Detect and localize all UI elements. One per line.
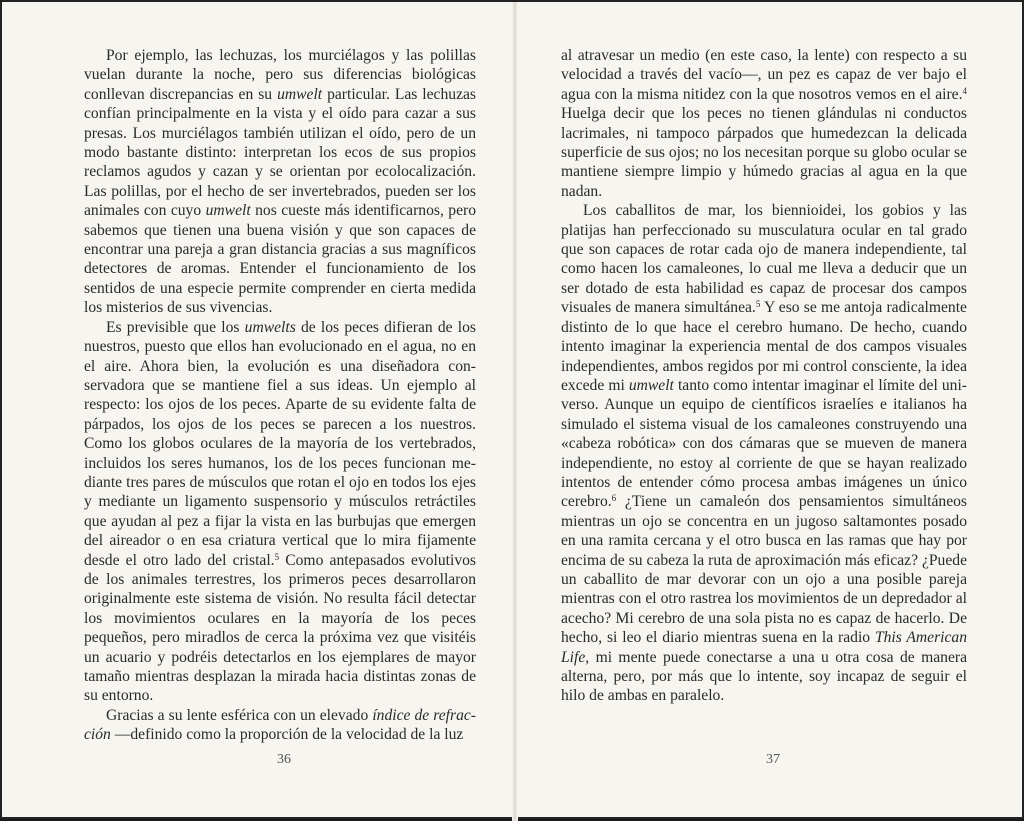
text-run: Los caballitos de mar, los biennioidei, los gobios y las platijas han perfeccionado su musculatura ocular en tal grado que son capaces de rotar cada ojo de manera independiente, tal como hacen los camaleones, lo cual me lleva a deducir que un ser dotado de esta habilidad es capaz de procesar dos campos visuales de manera simultánea. [561,202,967,317]
italic-term: This American Life [561,629,967,666]
text-run: —definido como la proporción de la velocidad de la luz [110,726,464,744]
footnote-ref: 5 [755,299,761,310]
paragraph [561,201,967,706]
text-run: , mi mente puede conectarse a una u otra cosa de manera alterna, pero, por más que lo intente, soy incapaz de seguir el hilo de ambas en paralelo. [561,648,967,705]
left-page-number: 36 [277,752,291,767]
text-run: Gracias a su lente esférica con un elevado [106,706,373,724]
text-run: particular. Las lechuzas confían principalmente en la vista y el oído para cazar a sus presas. Los murciélagos también utilizan el oído, pero de un modo bastante distinto: interpretan los ecos de sus propios reclamos agudos y cazan y se orientan por ecolocalización. Las polillas, por el hecho de ser invertebrados, pueden ser los animales con cuyo [84,85,476,220]
footnote-ref: 4 [962,85,967,96]
right-page-number: 37 [766,752,780,767]
paragraph [84,46,476,318]
text-run: ¿Tiene un camaleón dos pensamientos simultáneos mientras un ojo se concentra en un jugoso saltamontes posado en una ramita cercana y el otro busca en las ramas que hay por encima de su cabeza la ruta de aproximación más eficaz? ¿Puede un caballito de mar devorar con un ojo a una posible pareja mientras con el otro rastrea los movimientos de un depredador al acecho? Mi cerebro de una sola pista no es capaz de hacerlo. De hecho, si leo el diario mientras suena en la radio [561,493,967,647]
italic-term: umwelt [628,376,674,394]
text-run: Por ejemplo, las lechuzas, los murciélagos y las polillas vuelan durante la noche, pero sus diferencias biológicas conllevan discrepancias en su [84,47,476,103]
text-run: tanto como intentar imaginar el límite del universo. Aunque un equipo de científicos israelíes e italianos ha simulado el sistema visual de los camaleones construyendo una «cabeza robótica» con dos cámaras que se mueven de manera independiente, no estoy al corriente de que se hayan realizado intentos de entender cómo procesa ambas imágenes un único cerebro. [561,376,967,511]
italic-term: umwelts [244,318,296,336]
left-page [2,2,512,821]
left-page-text [84,46,476,745]
paragraph [84,318,476,706]
text-run: Como antepasados evolutivos de los animales terrestres, los primeros peces desarrollaron originalmente este sistema de visión. No resulta fácil detectar los movimientos oculares en la mayoría de los peces pequeños, pero miradlos de cerca la próxima vez que visitéis un acuario y podréis detectarlos en los ejemplares de mayor tamaño mientras desplazan la mirada hacia distintas zonas de su entorno. [84,551,476,705]
text-run: Huelga decir que los peces no tienen glándulas ni conductos lacrimales, ni tampoco párpados que humedezcan la delicada superficie de sus ojos; no los necesitan porque su globo ocular se mantiene siempre limpio y húmedo gracias al agua en la que nadan. [561,105,967,200]
italic-term: umwelt [277,85,323,103]
text-run: nos cueste más identificarnos, pero sabemos que tienen una buena visión y que son capaces de encontrar una pareja a gran distancia gracias a sus magníficos detectores de aromas. Entender el funcionamiento de los sentidos de una especie permite comprender en cierta medida los misterios de sus vivencias. [84,202,476,317]
paragraph [84,706,476,745]
italic-term: umwelt [205,202,251,220]
text-run: de los peces difieran de los nuestros, puesto que ellos han evolucionado en el agua, no en el aire. Ahora bien, la evolución es una diseñadora conservadora que se mantiene fiel a sus ideas. Un ejemplo al respecto: los ojos de los peces. Aparte de su evidente falta de párpados, los ojos de los peces se parecen a los nuestros. Como los globos oculares de la mayoría de los vertebrados, incluidos los seres humanos, los de los peces funcionan mediante tres pares de músculos que rotan el ojo en todos los ejes y mediante un ligamento suspensorio y músculos retráctiles que ayudan al pez a fijar la vista en las burbujas que emergen del aireador o en esa criatura vertical que lo mira fijamente desde el otro lado del cristal. [84,318,476,569]
text-run: Y eso se me antoja radicalmente distinto de lo que hace el cerebro humano. De hecho, cuando intento imaginar la experiencia mental de dos campos visuales independientes, ambos regidos por mi control consciente, la idea excede mi [561,299,967,394]
text-run: Es previsible que los [106,318,245,336]
right-page [518,2,1024,821]
footnote-ref: 6 [611,493,617,504]
paragraph [561,46,967,201]
italic-term: índice de refracción [84,706,476,744]
right-page-text [561,46,967,706]
text-run: al atravesar un medio (en este caso, la lente) con respecto a su velocidad a través del vacío—, un pez es capaz de ver bajo el agua con la misma nitidez con la que nosotros vemos en el aire. [561,47,967,103]
footnote-ref: 5 [274,551,280,562]
